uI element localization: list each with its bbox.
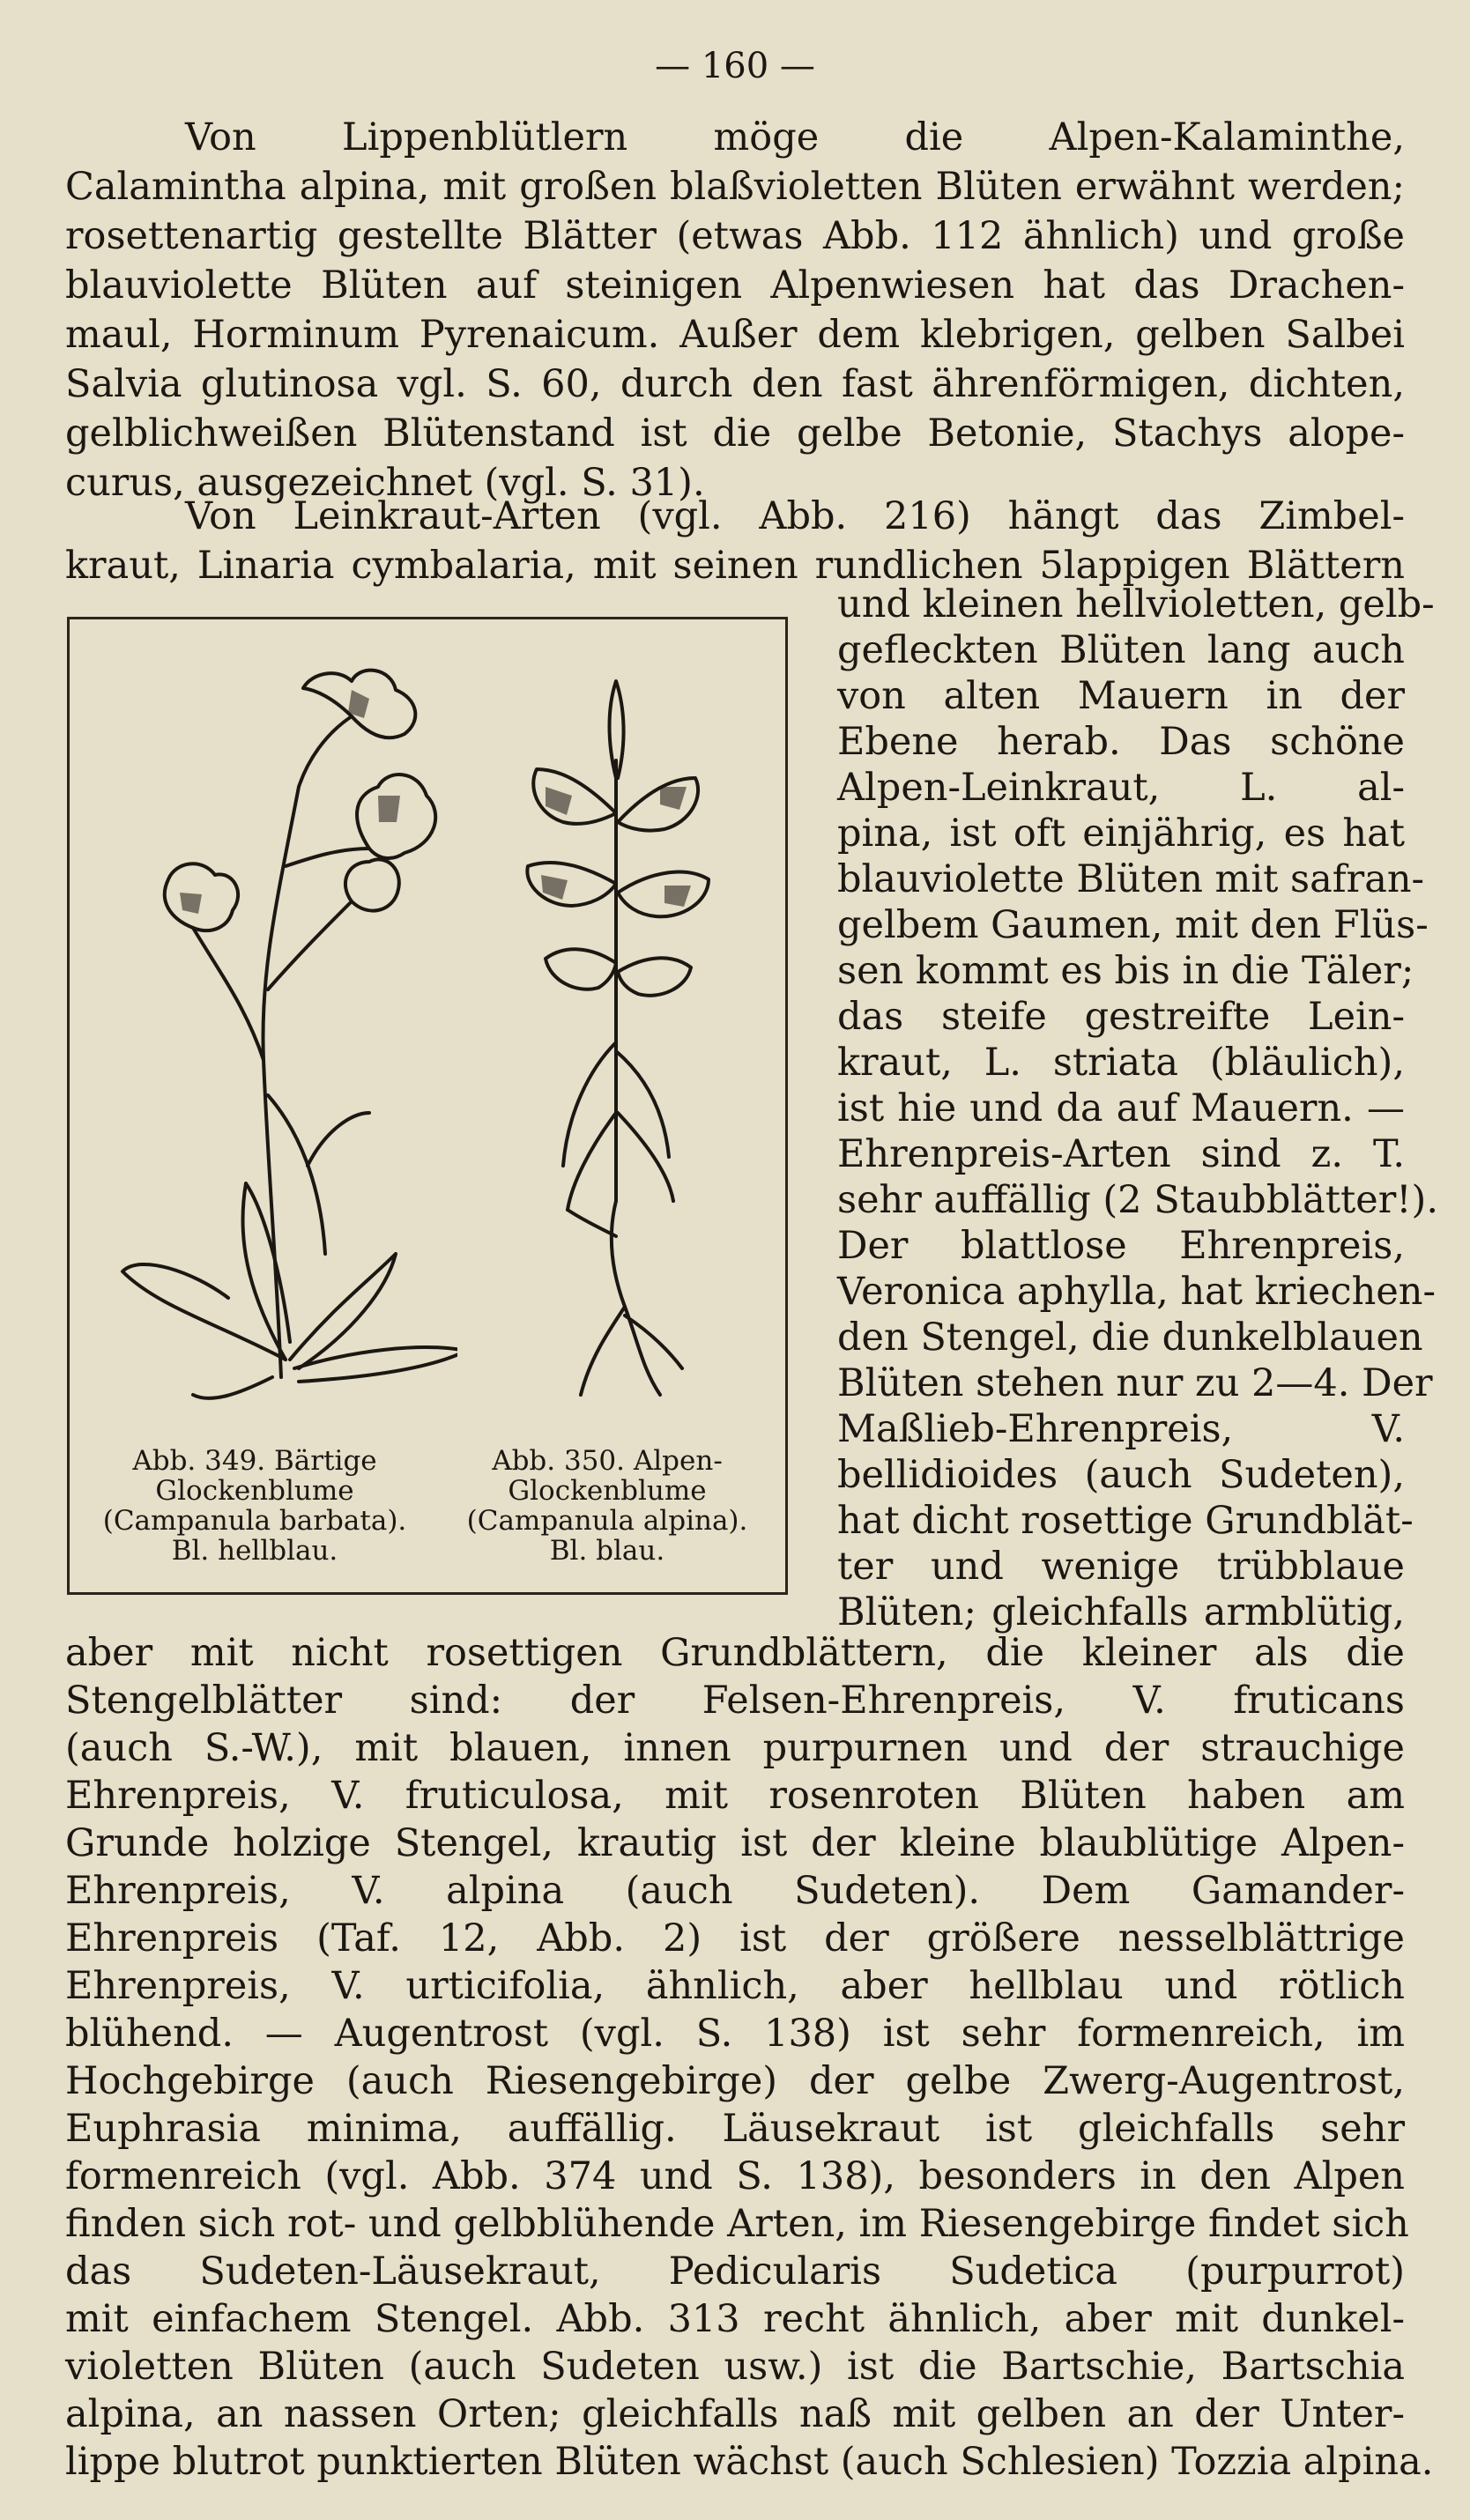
figure-caption-350: [431, 1446, 783, 1566]
text-line: das Sudeten-Läusekraut, Pedicularis Sudetica (purpurrot): [65, 2249, 1405, 2294]
caption-line: (Campanula barbata).: [102, 1505, 407, 1537]
column-line: Ehrenpreis-Arten sind z. T.: [837, 1132, 1405, 1176]
text-line: Ehrenpreis, V. alpina (auch Sudeten). Dem Gamander-: [65, 1869, 1405, 1913]
text-line: blühend. — Augentrost (vgl. S. 138) ist sehr formenreich, im: [65, 2012, 1405, 2056]
text-line: Hochgebirge (auch Riesengebirge) der gelbe Zwerg-Augentrost,: [65, 2059, 1405, 2103]
column-line: von alten Mauern in der: [837, 674, 1405, 718]
text-line: blauviolette Blüten auf steinigen Alpenwiesen hat das Drachen-: [65, 263, 1405, 308]
column-line: den Stengel, die dunkelblauen: [837, 1316, 1423, 1360]
caption-line: Bl. blau.: [549, 1535, 665, 1567]
campanula-barbata-illustration: [87, 637, 457, 1430]
column-line: bellidioides (auch Sudeten),: [837, 1453, 1405, 1497]
column-line: pina, ist oft einjährig, es hat: [837, 812, 1405, 856]
column-line: gelbem Gaumen, mit den Flüs-: [837, 903, 1429, 947]
campanula-alpina-illustration: [484, 655, 766, 1430]
text-line: rosettenartig gestellte Blätter (etwas Abb. 112 ähnlich) und große: [65, 214, 1405, 258]
caption-line: Bl. hellblau.: [171, 1535, 338, 1567]
text-line: alpina, an nassen Orten; gleichfalls naß mit gelben an der Unter-: [65, 2392, 1405, 2436]
text-line: maul, Horminum Pyrenaicum. Außer dem klebrigen, gelben Salbei: [65, 313, 1405, 357]
text-line: aber mit nicht rosettigen Grundblättern, die kleiner als die: [65, 1631, 1405, 1675]
column-line: ist hie und da auf Mauern. —: [837, 1086, 1405, 1130]
text-line: Calamintha alpina, mit großen blaßvioletten Blüten erwähnt werden;: [65, 165, 1405, 209]
text-line: Ehrenpreis (Taf. 12, Abb. 2) ist der größere nesselblättrige: [65, 1916, 1405, 1960]
column-line: gefleckten Blüten lang auch: [837, 628, 1405, 672]
text-line: lippe blutrot punktierten Blüten wächst (auch Schlesien) Tozzia alpina.: [65, 2440, 1434, 2484]
text-line: Grunde holzige Stengel, krautig ist der kleine blaublütige Alpen-: [65, 1821, 1405, 1865]
caption-line: Glockenblume: [155, 1475, 354, 1507]
caption-line: Abb. 349. Bärtige: [132, 1445, 377, 1477]
text-line: Euphrasia minima, auffällig. Läusekraut ist gleichfalls sehr: [65, 2107, 1405, 2151]
text-line: curus, ausgezeichnet (vgl. S. 31).: [65, 461, 705, 505]
text-line: (auch S.-W.), mit blauen, innen purpurnen und der strauchige: [65, 1726, 1405, 1770]
text-line: formenreich (vgl. Abb. 374 und S. 138), besonders in den Alpen: [65, 2154, 1405, 2198]
figure-caption-349: [78, 1446, 431, 1566]
column-line: ter und wenige trübblaue: [837, 1545, 1405, 1589]
text-line: Stengelblätter sind: der Felsen-Ehrenpreis, V. fruticans: [65, 1679, 1405, 1723]
column-line: Maßlieb-Ehrenpreis, V.: [837, 1407, 1405, 1451]
column-line: und kleinen hellvioletten, gelb-: [837, 582, 1435, 626]
text-line: Von Leinkraut-Arten (vgl. Abb. 216) hängt das Zimbel-: [185, 494, 1405, 538]
text-line: Von Lippenblütlern möge die Alpen-Kalaminthe,: [185, 115, 1405, 159]
text-line: kraut, Linaria cymbalaria, mit seinen rundlichen 5lappigen Blättern: [65, 544, 1405, 588]
column-line: Alpen-Leinkraut, L. al-: [837, 766, 1405, 810]
column-line: Blüten; gleichfalls armblütig,: [837, 1590, 1405, 1634]
text-line: mit einfachem Stengel. Abb. 313 recht ähnlich, aber mit dunkel-: [65, 2297, 1405, 2341]
text-line: gelblichweißen Blütenstand ist die gelbe Betonie, Stachys alope-: [65, 411, 1405, 456]
page-number: — 160 —: [655, 46, 815, 86]
caption-line: (Campanula alpina).: [466, 1505, 748, 1537]
text-line: Ehrenpreis, V. urticifolia, ähnlich, aber hellblau und rötlich: [65, 1964, 1405, 2008]
column-line: das steife gestreifte Lein-: [837, 995, 1405, 1039]
caption-line: Glockenblume: [508, 1475, 707, 1507]
column-line: sen kommt es bis in die Täler;: [837, 949, 1414, 993]
column-line: Ebene herab. Das schöne: [837, 720, 1405, 764]
column-line: Veronica aphylla, hat kriechen-: [837, 1270, 1436, 1314]
column-line: hat dicht rosettige Grundblät-: [837, 1499, 1414, 1543]
column-line: Der blattlose Ehrenpreis,: [837, 1224, 1405, 1268]
text-line: finden sich rot- und gelbblühende Arten, im Riesengebirge findet sich: [65, 2202, 1409, 2246]
column-line: kraut, L. striata (bläulich),: [837, 1041, 1405, 1085]
text-line: Salvia glutinosa vgl. S. 60, durch den fast ährenförmigen, dichten,: [65, 362, 1405, 406]
text-line: violetten Blüten (auch Sudeten usw.) ist die Bartschie, Bartschia: [65, 2345, 1405, 2389]
column-line: blauviolette Blüten mit safran-: [837, 857, 1425, 901]
column-line: sehr auffällig (2 Staubblätter!).: [837, 1178, 1438, 1222]
column-line: Blüten stehen nur zu 2—4. Der: [837, 1361, 1433, 1405]
figure-box: [67, 617, 788, 1595]
text-line: Ehrenpreis, V. fruticulosa, mit rosenroten Blüten haben am: [65, 1774, 1405, 1818]
caption-line: Abb. 350. Alpen-: [492, 1445, 723, 1477]
